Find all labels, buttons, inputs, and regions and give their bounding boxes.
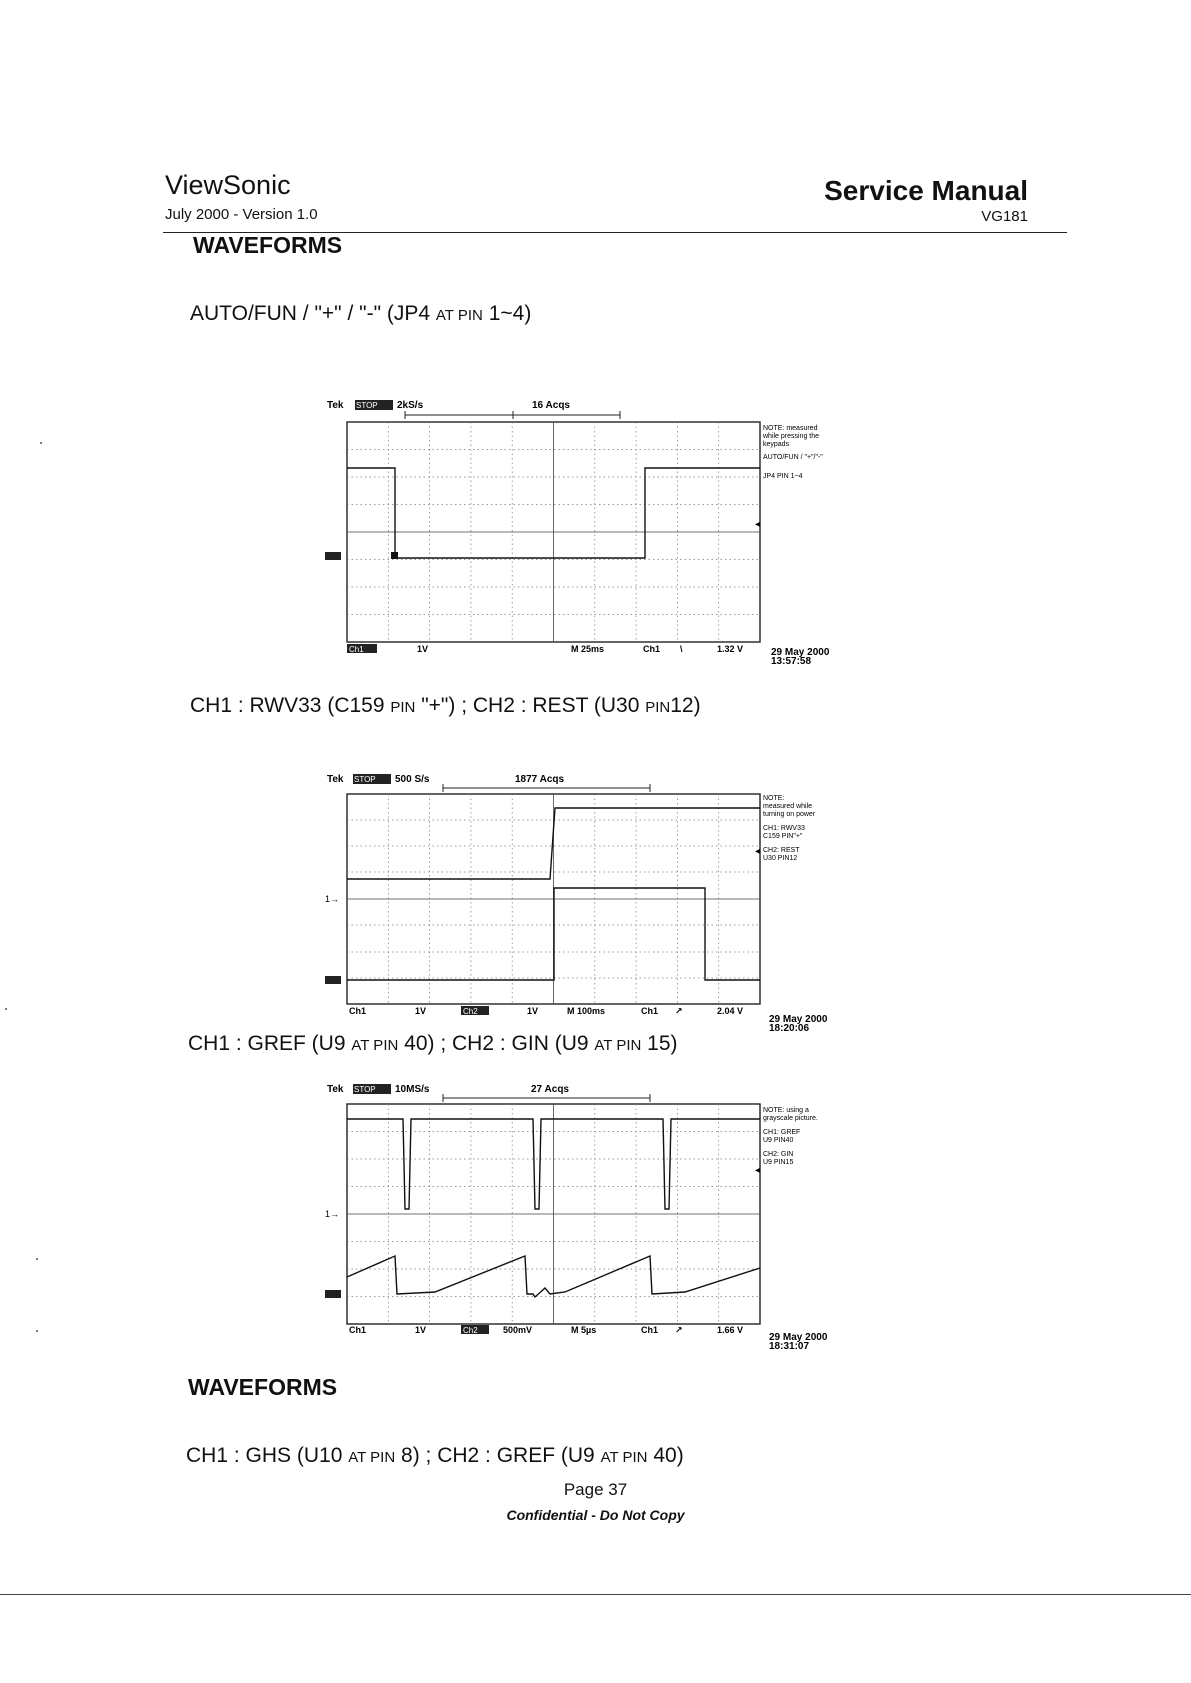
scope-trigger-source: Ch1: [641, 1006, 659, 1016]
trigger-marker: ◂: [755, 846, 761, 857]
scope-trigger-level: 1.32 V: [717, 644, 744, 654]
scope-timestamp: 18:31:07: [769, 1341, 810, 1352]
svg-text:grayscale picture.: grayscale picture.: [763, 1115, 818, 1122]
scope-trigger-level: 2.04 V: [717, 1006, 744, 1016]
confidential-notice: Confidential - Do Not Copy: [506, 1507, 685, 1523]
scope-sample-rate: 10MS/s: [395, 1084, 430, 1095]
svg-text:CH2: GIN: CH2: GIN: [763, 1151, 794, 1158]
model-number: VG181: [981, 208, 1028, 225]
scope-notes: [763, 795, 816, 862]
scope-ch1-scale: 1V: [415, 1325, 427, 1335]
ch1-marker: [325, 552, 341, 560]
scope-ch1-label: Ch1: [349, 1006, 367, 1016]
scope-trigger-level: 1.66 V: [717, 1325, 744, 1335]
svg-text:measured while: measured while: [763, 803, 813, 810]
oscilloscope-capture: [325, 772, 865, 1039]
waveform-caption: CH1 : RWV33 (C159 PIN "+") ; CH2 : REST (U30 PIN12): [190, 694, 701, 717]
scan-speck: [5, 1008, 7, 1010]
document-title: Service Manual: [824, 175, 1028, 206]
svg-text:AUTO/FUN / "+"/"-": AUTO/FUN / "+"/"-": [763, 454, 823, 461]
scope-ch1-scale: 1V: [415, 1006, 427, 1016]
waveform-caption: AUTO/FUN / "+" / "-" (JP4 AT PIN 1~4): [190, 302, 532, 325]
page-number: Page 37: [563, 1480, 628, 1499]
ch2-marker: [325, 976, 341, 984]
scope-ch1-label: Ch1: [349, 1325, 367, 1335]
svg-text:NOTE:: NOTE:: [763, 795, 785, 802]
ch2-marker: [325, 1290, 341, 1298]
scope-trigger-slope: ↗: [675, 1325, 683, 1335]
scope-notes: [763, 1107, 818, 1166]
section-heading: WAVEFORMS: [188, 1374, 338, 1400]
scope-timestamp: 18:20:06: [769, 1023, 810, 1034]
svg-text:U30 PIN12: U30 PIN12: [763, 855, 798, 862]
scope-ch2-label: Ch2: [463, 1326, 478, 1335]
svg-text:turning on power: turning on power: [763, 811, 816, 818]
scope-notes: [762, 425, 823, 480]
scope-screen: [325, 772, 865, 1034]
scope-sample-rate: 500 S/s: [395, 774, 430, 785]
svg-text:U9 PIN15: U9 PIN15: [763, 1159, 794, 1166]
scope-timestamp: 13:57:58: [771, 656, 812, 667]
svg-text:CH1: GREF: CH1: GREF: [763, 1129, 801, 1136]
scope-grid: [347, 422, 760, 642]
scope-date: 29 May 2000: [769, 1014, 828, 1025]
scope-timebase: M 25ms: [571, 644, 605, 654]
footer-divider: [0, 1594, 1191, 1595]
svg-text:CH2: REST: CH2: REST: [763, 847, 800, 854]
ch1-marker: 1→: [325, 1209, 340, 1219]
oscilloscope-capture: [325, 1082, 865, 1357]
scope-ch1-scale: 1V: [417, 644, 429, 654]
scope-mode: STOP: [354, 775, 376, 784]
scope-date: 29 May 2000: [771, 647, 830, 658]
scope-timebase: M 100ms: [567, 1006, 606, 1016]
trigger-marker: ◂: [755, 519, 761, 530]
scan-speck: [40, 442, 42, 444]
scope-mode: STOP: [354, 1085, 376, 1094]
svg-text:C159 PIN"+": C159 PIN"+": [763, 833, 803, 840]
scope-date: 29 May 2000: [769, 1332, 828, 1343]
scope-ch2-scale: 1V: [527, 1006, 539, 1016]
scope-ch2-scale: 500mV: [503, 1325, 533, 1335]
svg-text:NOTE: measured: NOTE: measured: [763, 425, 818, 432]
oscilloscope-capture: [325, 398, 865, 675]
scope-timebase: M 5µs: [571, 1325, 597, 1335]
scope-trigger-source: Ch1: [643, 644, 661, 654]
scope-brand: Tek: [327, 774, 344, 785]
scope-screen: [325, 1082, 865, 1352]
trigger-marker: ◂: [755, 1165, 761, 1176]
svg-text:JP4 PIN 1~4: JP4 PIN 1~4: [763, 473, 803, 480]
scope-screen: [325, 398, 865, 670]
scope-trigger-slope: \: [680, 644, 683, 654]
scope-trigger-slope: ↗: [675, 1006, 683, 1016]
section-heading: WAVEFORMS: [193, 232, 343, 258]
ch2-trace: [347, 888, 760, 980]
scope-mode: STOP: [356, 401, 378, 410]
ch1-marker: 1→: [325, 894, 340, 904]
scope-acquisitions: 16 Acqs: [532, 400, 570, 411]
scope-ch1-label: Ch1: [349, 645, 364, 654]
scope-ch2-label: Ch2: [463, 1007, 478, 1016]
brand-name: ViewSonic: [165, 170, 291, 200]
scope-grid: [347, 1104, 760, 1324]
scope-acquisitions: 27 Acqs: [531, 1084, 569, 1095]
scope-brand: Tek: [327, 1084, 344, 1095]
version-label: July 2000 - Version 1.0: [165, 206, 318, 223]
svg-text:CH1: RWV33: CH1: RWV33: [763, 825, 805, 832]
scope-brand: Tek: [327, 400, 344, 411]
svg-text:while pressing the: while pressing the: [763, 433, 820, 440]
scope-sample-rate: 2kS/s: [397, 400, 424, 411]
svg-text:keypads: keypads: [763, 441, 790, 448]
scope-acquisitions: 1877 Acqs: [515, 774, 565, 785]
svg-text:U9 PIN40: U9 PIN40: [763, 1137, 794, 1144]
scan-speck: [36, 1258, 38, 1260]
waveform-caption: CH1 : GHS (U10 AT PIN 8) ; CH2 : GREF (U9 AT PIN 40): [186, 1444, 684, 1467]
scope-trigger-source: Ch1: [641, 1325, 659, 1335]
scan-speck: [36, 1330, 38, 1332]
waveform-caption: CH1 : GREF (U9 AT PIN 40) ; CH2 : GIN (U9 AT PIN 15): [188, 1032, 678, 1055]
svg-text:NOTE: using a: NOTE: using a: [763, 1107, 809, 1114]
